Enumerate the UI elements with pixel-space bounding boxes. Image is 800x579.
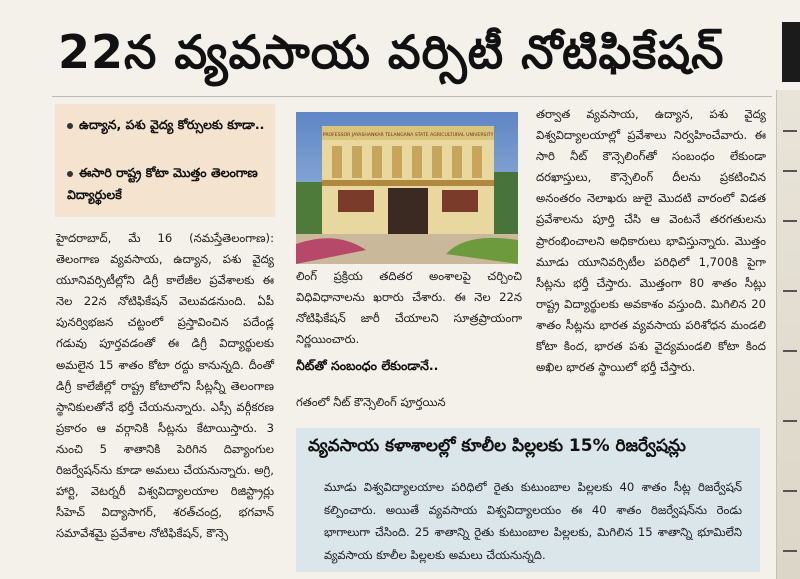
bullet-icon [67,123,73,129]
bullet-icon [67,171,73,177]
right-column-text: తర్వాత వ్యవసాయ, ఉద్యాన, పశు వైద్య విశ్వవిద్యాలయాల్లో ప్రవేశాలు నిర్వహించేవారు. ఈ సారి నీట్ కౌన్సెలింగ్‌తో సంబంధం లేకుండా దరఖాస్తులు, కౌన్సెలింగ్ దీలను ప్రకటించిన అనంతరం నెలాఖరు జులై మొదటి వారంలో విడత ప్రవేశాలను పూర్తి చేసి ఆ వెంటనే తరగతులను ప్రారంభించాలని అధికారులు భావిస్తున్నారు. మొత్తం మూడు యూనివర్సిటీల పరిధిలో 1,700కి పైగా సీట్లను భర్తీ చేస్తారు. మొత్తంగా 80 శాతం సీట్లు రాష్ట్ర విద్యార్థులకు అవకాశం వస్తుంది. మిగిలిన 20 శాతం సీట్లను భారత వ్యవసాయ పరిశోధన మండలి కోటా కింద, భారత పశు వైద్యమండలి కోటా కింద అఖిల భారత స్థాయిలో భర్తీ చేస్తారు. [536,107,766,375]
headline-divider [52,96,772,97]
left-column-text: హైదరాబాద్, మే 16 (నమస్తేతెలంగాణ): తెలంగాణ వ్యవసాయ, ఉద్యాన, పశు వైద్య యూనివర్సిటీల్లోని డిగ్రీ కాలేజీల ప్రవేశాలకు ఈ నెల 22న నోటిఫికేషన్ వెలువడనుంది. ఏపీ పునర్విభజన చట్టంలో ప్రస్తావించిన పదేండ్ల గడువు పూర్తవడంతో ఈ డిగ్రీ విద్యార్థులకు అమలైన 15 శాతం కోటా రద్దు కానున్నది. దీంతో డిగ్రీ కాలేజీల్లో రాష్ట్ర కోటాలోని సీట్లన్నీ తెలంగాణ స్థానికులతోనే భర్తీ చేయనున్నారు. ఎస్సీ వర్గీకరణ ప్రకారం ఆ వర్గానికి సీట్లను కేటాయిస్తారు. 3 నుంచి 5 శాతానికి పెరిగిన దివ్యాంగుల రిజర్వేషన్‌ను కూడా అమలు చేయనున్నారు. అగ్రి, హార్టి, వెటర్నరీ విశ్వవిద్యాలయాల రిజిస్ట్రార్లు సీహెచ్ విద్యాసాగర్, శరత్‌చంద్ర, భగవాన్ సమావేశమై ప్రవేశాల నోటిఫికేషన్, కౌన్సె [56,231,274,541]
subheading: నీట్‌తో సంబంధం లేకుండానే.. [296,358,439,373]
middle-column-text: లింగ్ ప్రక్రియ తదితర అంశాలపై చర్చించి విధివిధానాలను ఖరారు చేశారు. ఈ నెల 22న నోటిఫికేషన్ జారీ చేయాలని సూత్రప్రాయంగా నిర్ణయించారు. [296,269,522,347]
adjacent-page-edge [782,22,800,82]
article-middle-column [296,266,522,350]
university-building-photo [296,112,518,264]
box-title: వ్యవసాయ కళాశాలల్లో కూలీల పిల్లలకు 15% రిజర్వేషన్లు [308,436,686,456]
middle-column-text-2: గతంలో నీట్ కౌన్సెలింగ్ పూర్తయిన [296,395,446,409]
highlights-box [55,104,275,217]
building-sign: PROFESSOR JAYASHANKAR TELANGANA STATE AGRICULTURAL UNIVERSITY [322,133,494,138]
article-left-column [56,228,274,544]
middle-column-continued [296,392,522,413]
headline: 22న వ్యవసాయ వర్సిటీ నోటిఫికేషన్ [58,25,725,79]
adjacent-column-strip [776,90,800,579]
reservation-box [296,428,760,572]
box-body: మూడు విశ్వవిద్యాలయాల పరిధిలో రైతు కుటుంబాల పిల్లలకు 40 శాతం సీట్ల రిజర్వేషన్ కల్పించారు. అయితే వ్యవసాయ విశ్వవిద్యాలయం ఈ 40 శాతం రిజర్వేషన్‌ను రెండు భాగాలుగా చేసింది. 25 శాతాన్ని రైతు కుటుంబాల పిల్లలకు, మిగిలిన 15 శాతాన్ని భూమిలేని వ్యవసాయ కూలీల పిల్లలకు అమలు చేయనున్నది. [324,480,742,562]
highlight-item: ఉద్యాన, పశు వైద్య కోర్సులకు కూడా.. [67,114,272,136]
highlight-item: ఈసారి రాష్ట్ర కోటా మొత్తం తెలంగాణ విద్యార్థులకే [67,165,258,202]
article-right-column [536,104,766,378]
